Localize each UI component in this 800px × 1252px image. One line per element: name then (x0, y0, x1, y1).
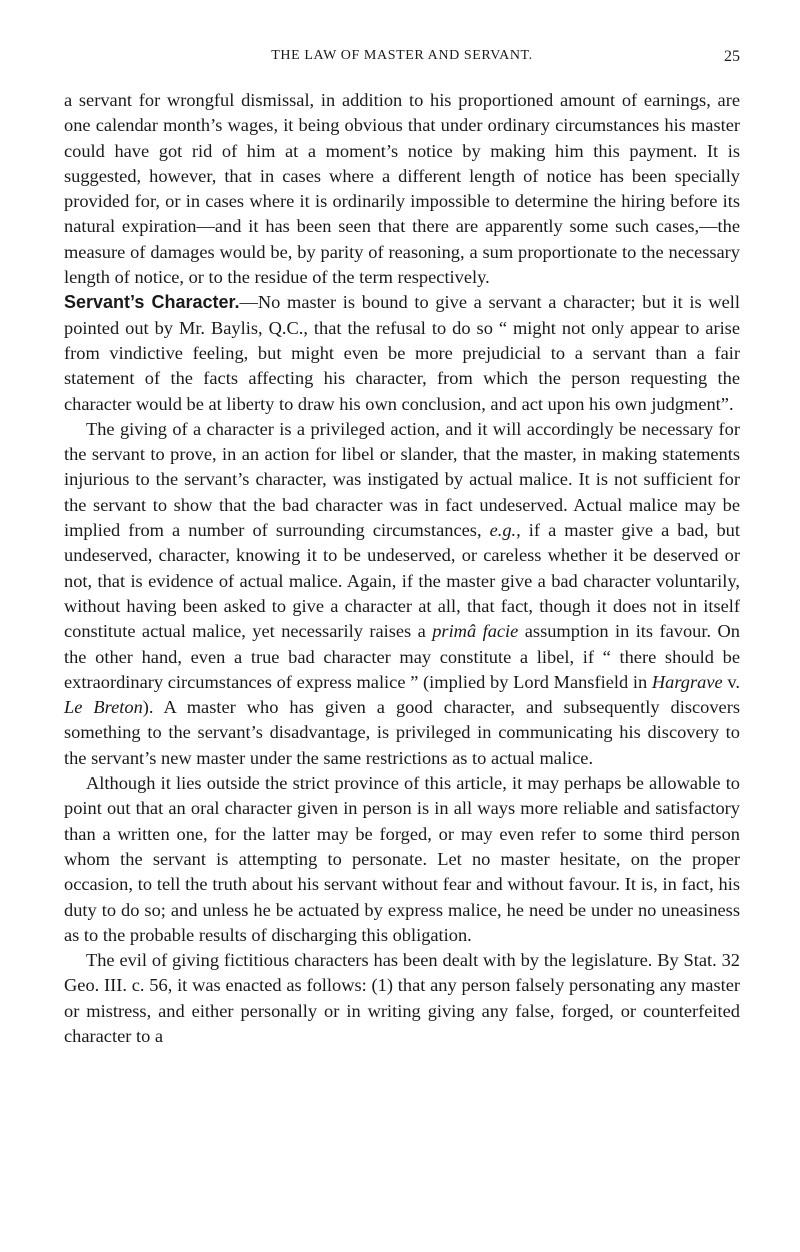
page-number: 25 (724, 48, 740, 65)
p3-text-2: if a master give a bad, but undeserved, character, knowing it to be undeserved, or careless whether it be deserved or not, that is evidence of actual malice. Again, if the master give a bad character voluntarily, without having been asked to give a character at all, that fact, though it does not in itself constitute actual malice, yet necessarily raises a (64, 520, 740, 642)
p3-text-1: The giving of a character is a privileged action, and it will accordingly be necessary for the servant to prove, in an action for libel or slander, that the master, in making statements injurious to the servant’s character, was instigated by actual malice. It is not sufficient for the servant to show that the bad character was in fact undeserved. Actual malice may be implied from a number of surrounding circumstances, (64, 418, 740, 541)
paragraph-1: a servant for wrongful dismissal, in addition to his proportioned amount of earnings, are one calendar month’s wages, it being obvious that under ordinary circumstances his master could have got rid of him at a moment’s notice by making him this payment. It is suggested, however, that in cases where a different length of notice has been specially provided for, or in cases where it is ordinarily impossible to determine the hiring before its natural expiration—and it has been seen that there are apparently some such cases,—the measure of damages would be, by parity of reasoning, a sum proportionate to the necessary length of notice, or to the residue of the term respectively. (64, 90, 740, 288)
p3-text-4: v. (722, 671, 740, 692)
p3-italic-prima-facie: primâ facie (432, 621, 519, 642)
paragraph-2 (64, 290, 740, 416)
paragraph-2-text: —No master is bound to give a servant a character; but it is well pointed out by Mr. Baylis, Q.C., that the refusal to do so “ might not only appear to arise from vindictive feeling, but might even be more prejudicial to a servant than a fair statement of the facts affecting his character, from which the person requesting the character would be at liberty to draw his own conclusion, and act upon his own judgment”. (64, 292, 740, 414)
body-text (64, 88, 740, 1049)
p3-case-name-2: Le Breton (64, 697, 143, 718)
p3-case-name-1: Hargrave (651, 671, 723, 692)
p3-text-3: assumption in its favour. On the other hand, even a true bad character may constitute a libel, if “ there should be extraordinary circumstances of express malice ” (implied by Lord Mansfield in (64, 621, 740, 692)
p3-text-5: ). A master who has given a good character, and subsequently discovers something to the servant’s disadvantage, is privileged in communicating his discovery to the servant’s new master under the same restrictions as to actual malice. (64, 697, 741, 768)
p3-italic-eg: e.g., (489, 520, 521, 541)
paragraph-4: Although it lies outside the strict province of this article, it may perhaps be allowable to point out that an oral character given in person is in all ways more reliable and satisfactory than a written one, for the latter may be forged, or may even refer to some third person whom the servant is attempting to personate. Let no master hesitate, on the proper occasion, to tell the truth about his servant without fear and without favour. It is, in fact, his duty to do so; and unless he be actuated by express malice, he need be under no uneasiness as to the probable results of discharging this obligation. (64, 773, 740, 945)
paragraph-5: The evil of giving fictitious characters has been dealt with by the legislature. By Stat. 32 Geo. III. c. 56, it was enacted as follows: (1) that any person falsely personating any master or mistress, and either personally or in writing giving any false, forged, or counterfeited character to a (64, 950, 740, 1046)
running-title: THE LAW OF MASTER AND SERVANT. (271, 48, 533, 63)
section-heading: Servant’s Character. (64, 292, 240, 313)
paragraph-3 (64, 417, 740, 771)
running-header (64, 48, 740, 70)
